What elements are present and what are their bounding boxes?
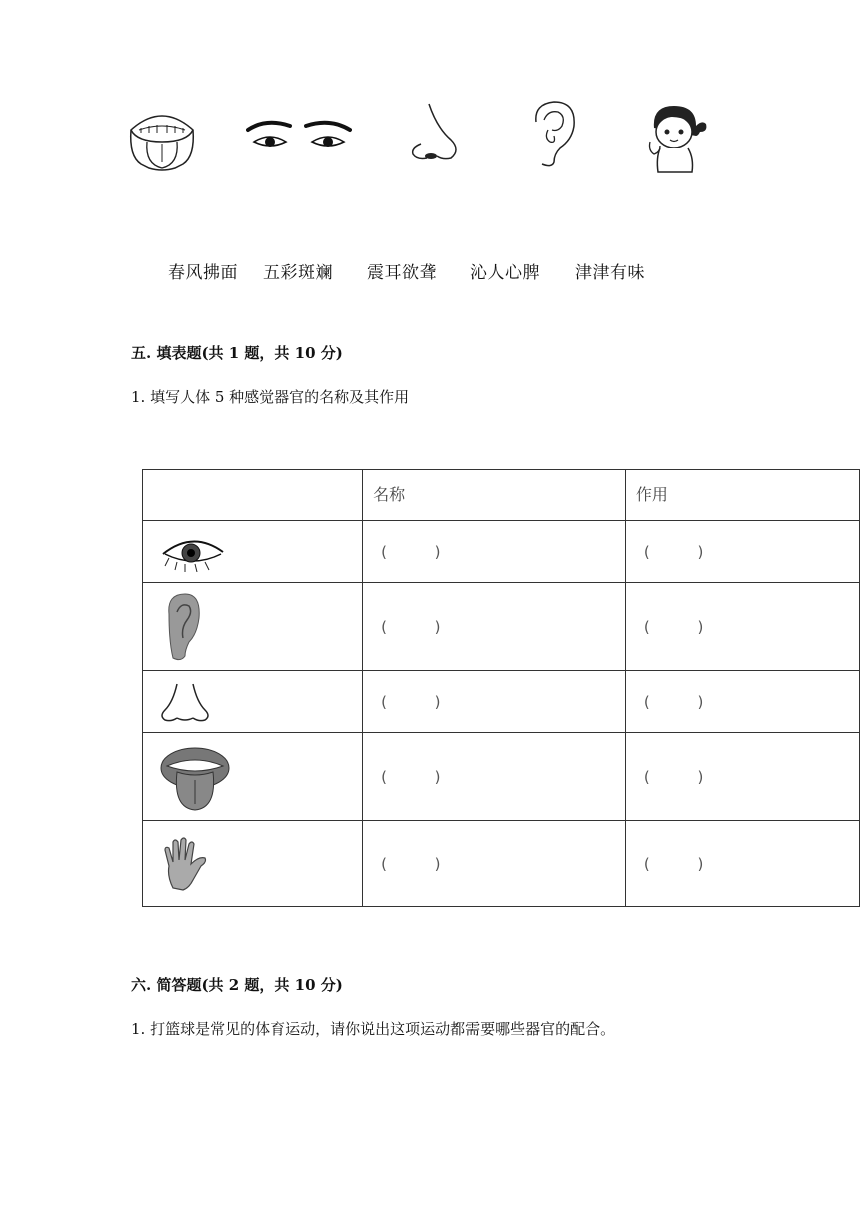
header-cell-function: 作用: [625, 470, 859, 521]
nose-icon: [407, 102, 463, 166]
section6-question: 1. 打篮球是常见的体育运动，请你说出这项运动都需要哪些器官的配合。: [131, 1020, 616, 1038]
ear-icon: [526, 100, 580, 168]
tongue-mouth-icon: [127, 108, 197, 174]
header-cell-name: 名称: [363, 470, 626, 521]
image-cell: [143, 821, 363, 907]
function-blank: ( ): [643, 542, 704, 561]
hand-icon: [159, 836, 215, 892]
idiom-4: 沁人心脾: [470, 263, 540, 283]
image-cell: [143, 521, 363, 583]
section5-question: 1. 填写人体 5 种感觉器官的名称及其作用: [131, 388, 410, 406]
table-row: [143, 821, 860, 907]
ear-icon: [163, 592, 203, 662]
table-row: [143, 733, 860, 821]
sense-organ-table: [142, 469, 860, 907]
function-blank: ( ): [643, 692, 704, 711]
idiom-2: 五彩斑斓: [263, 263, 333, 283]
function-blank-cell[interactable]: [625, 521, 859, 583]
table-header-row: [143, 470, 860, 521]
function-blank: ( ): [643, 617, 704, 636]
section6-heading: 六. 简答题(共 2 题，共 10 分): [131, 976, 343, 994]
idiom-1: 春风拂面: [168, 263, 238, 283]
function-blank-cell[interactable]: [625, 733, 859, 821]
name-blank: ( ): [381, 542, 441, 561]
idiom-5: 津津有味: [575, 263, 645, 283]
table-row: [143, 671, 860, 733]
name-blank: ( ): [381, 692, 441, 711]
function-blank-cell[interactable]: [625, 821, 859, 907]
name-blank: ( ): [381, 617, 441, 636]
eyes-icon: [246, 118, 352, 156]
name-blank-cell[interactable]: [363, 671, 626, 733]
name-blank-cell[interactable]: [363, 821, 626, 907]
function-blank-cell[interactable]: [625, 671, 859, 733]
image-cell: [143, 671, 363, 733]
tongue-icon: [159, 742, 231, 812]
image-cell: [143, 733, 363, 821]
nose-icon: [157, 682, 213, 722]
section5-heading: 五. 填表题(共 1 题，共 10 分): [131, 344, 343, 362]
idiom-3: 震耳欲聋: [367, 263, 437, 283]
header-cell-image: [143, 470, 363, 521]
eye-icon: [159, 532, 229, 572]
function-blank: ( ): [643, 767, 704, 786]
name-blank-cell[interactable]: [363, 733, 626, 821]
table-row: [143, 521, 860, 583]
girl-icon: [640, 102, 712, 174]
function-blank-cell[interactable]: [625, 583, 859, 671]
name-blank: ( ): [381, 854, 441, 873]
image-cell: [143, 583, 363, 671]
name-blank-cell[interactable]: [363, 521, 626, 583]
name-blank: ( ): [381, 767, 441, 786]
table-row: [143, 583, 860, 671]
function-blank: ( ): [643, 854, 704, 873]
name-blank-cell[interactable]: [363, 583, 626, 671]
